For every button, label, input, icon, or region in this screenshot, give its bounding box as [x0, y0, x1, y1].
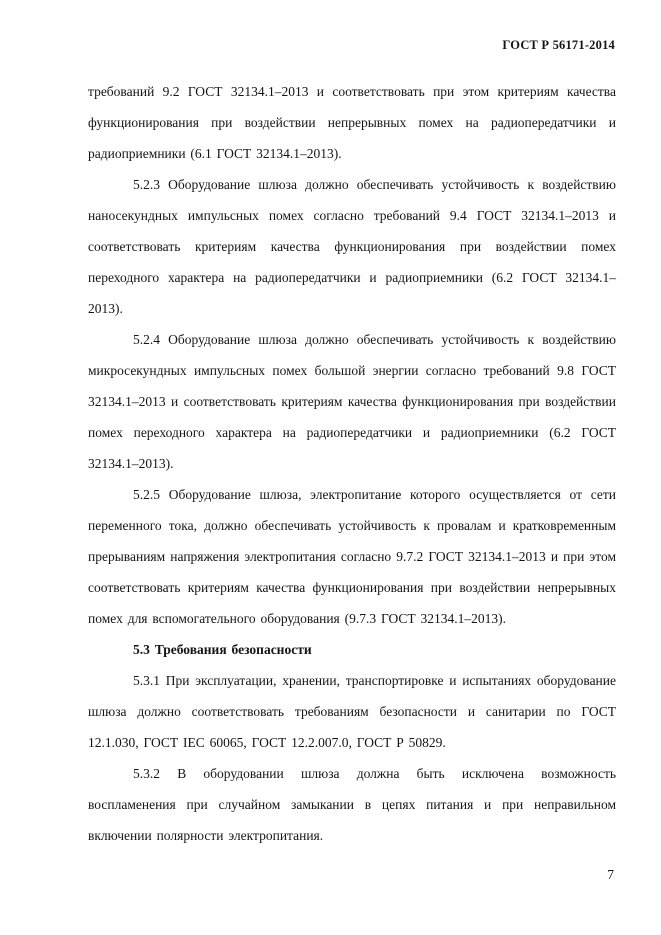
page-number: 7	[607, 867, 614, 882]
paragraph-5-2-4: 5.2.4 Оборудование шлюза должно обеспечивать устойчивость к воздействию микросекундных импульсных помех большой энергии согласно требований 9.8 ГОСТ 32134.1–2013 и соответствовать критериям качества функционирования при воздействии помех переходного характера на радиопередатчики и радиоприемники (6.2 ГОСТ 32134.1–2013).	[88, 332, 616, 471]
paragraph-5-2-3: 5.2.3 Оборудование шлюза должно обеспечивать устойчивость к воздействию наносекундных импульсных помех согласно требований 9.4 ГОСТ 32134.1–2013 и соответствовать критериям качества функционирования при воздействии помех переходного характера на радиопередатчики и радиоприемники (6.2 ГОСТ 32134.1–2013).	[88, 177, 616, 316]
paragraph-5-3-1: 5.3.1 При эксплуатации, хранении, транспортировке и испытаниях оборудование шлюза должно соответствовать требованиям безопасности и санитарии по ГОСТ 12.1.030, ГОСТ IEC 60065, ГОСТ 12.2.007.0, ГОСТ Р 50829.	[88, 673, 616, 750]
paragraph-5-3-2: 5.3.2 В оборудовании шлюза должна быть исключена возможность воспламенения при случайном замыкании в цепях питания и при неправильном включении полярности электропитания.	[88, 766, 616, 843]
document-number-header: ГОСТ Р 56171-2014	[502, 38, 615, 52]
paragraph-5-2-5: 5.2.5 Оборудование шлюза, электропитание которого осуществляется от сети переменного тока, должно обеспечивать устойчивость к провалам и кратковременным прерываниям напряжения электропитания согласно 9.7.2 ГОСТ 32134.1–2013 и при этом соответствовать критериям качества функционирования при воздействии непрерывных помех для вспомогательного оборудования (9.7.3 ГОСТ 32134.1–2013).	[88, 487, 616, 626]
document-body	[88, 76, 616, 851]
section-heading-5-3: 5.3 Требования безопасности	[133, 642, 312, 657]
paragraph-continuation: требований 9.2 ГОСТ 32134.1–2013 и соответствовать при этом критериям качества функционирования при воздействии непрерывных помех на радиопередатчики и радиоприемники (6.1 ГОСТ 32134.1–2013).	[88, 84, 616, 161]
